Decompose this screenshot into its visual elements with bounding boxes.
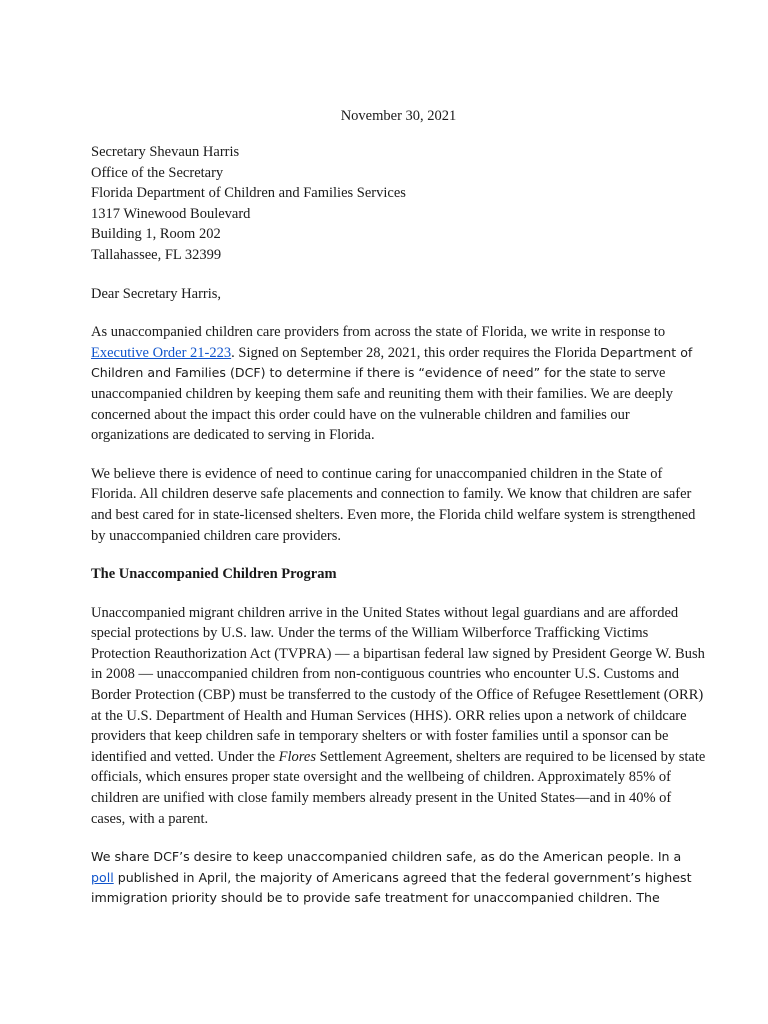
letter-date: November 30, 2021 [340,108,457,124]
paragraph-poll-text-b: published in April, the majority of Americans agreed that the federal government’s highest immigration priority should be to provide safe treatment for unaccompanied children. The [91,869,692,906]
flores-emphasis: Flores [278,748,316,765]
section-heading: The Unaccompanied Children Program [91,566,337,583]
paragraph-poll-text-a: We share DCF’s desire to keep unaccompanied children safe, as do the American people. In a [91,849,682,865]
poll-link[interactable]: poll [91,869,114,885]
salutation: Dear Secretary Harris, [91,285,222,302]
recipient-building: Building 1, Room 202 [91,226,221,243]
paragraph-evidence: We believe there is evidence of need to continue caring for unaccompanied children in the State of Florida. All children deserve safe placements and connection to family. We know that children are safer and best cared for in state-licensed shelters. Even more, the Florida child welfare system is strengthened by unaccompanied children care providers. [91,465,696,544]
paragraph-intro [91,322,706,446]
recipient-street: 1317 Winewood Boulevard [91,205,251,222]
recipient-office: Office of the Secretary [91,164,224,181]
paragraph-poll [91,847,706,909]
paragraph-program-text-b: Settlement Agreement, shelters are required to be licensed by state officials, which ensures proper state oversight and the wellbeing of children. Approximately 85% of children are unified with close family members already present in the United States—and in 40% of cases, with a parent. [91,748,706,827]
paragraph-intro-text-c: Department of Children and Families (DCF) to determine if there is “evidence of need” for the [91,344,693,381]
paragraph-program-text-a: Unaccompanied migrant children arrive in the United States without legal guardians and are afforded special protections by U.S. law. Under the terms of the William Wilberforce Trafficking Victims Protection Reauthorization Act (TVPRA) — a bipartisan federal law signed by President George W. Bush in 2008 — unaccompanied children from non-contiguous countries who encounter U.S. Customs and Border Protection (CBP) must be transferred to the custody of the Office of Refugee Resettlement (ORR) at the U.S. Department of Health and Human Services (HHS). ORR relies upon a network of childcare providers that keep children safe in temporary shelters or with foster families until a sponsor can be identified and vetted. Under the [91,604,705,765]
recipient-address [91,142,706,266]
paragraph-program [91,603,706,830]
recipient-city: Tallahassee, FL 32399 [91,246,222,263]
executive-order-link[interactable]: Executive Order 21-223 [91,344,232,361]
paragraph-intro-text-d: state to serve unaccompanied children by keeping them safe and reuniting them with their families. We are deeply concerned about the impact this order could have on the vulnerable children and families our organizations are dedicated to serving in Florida. [91,365,673,444]
recipient-department: Florida Department of Children and Families Services [91,185,406,202]
recipient-name: Secretary Shevaun Harris [91,144,240,160]
paragraph-intro-text-a: As unaccompanied children care providers from across the state of Florida, we write in response to [91,324,666,341]
paragraph-intro-text-b: . Signed on September 28, 2021, this order requires the Florida [231,344,601,361]
